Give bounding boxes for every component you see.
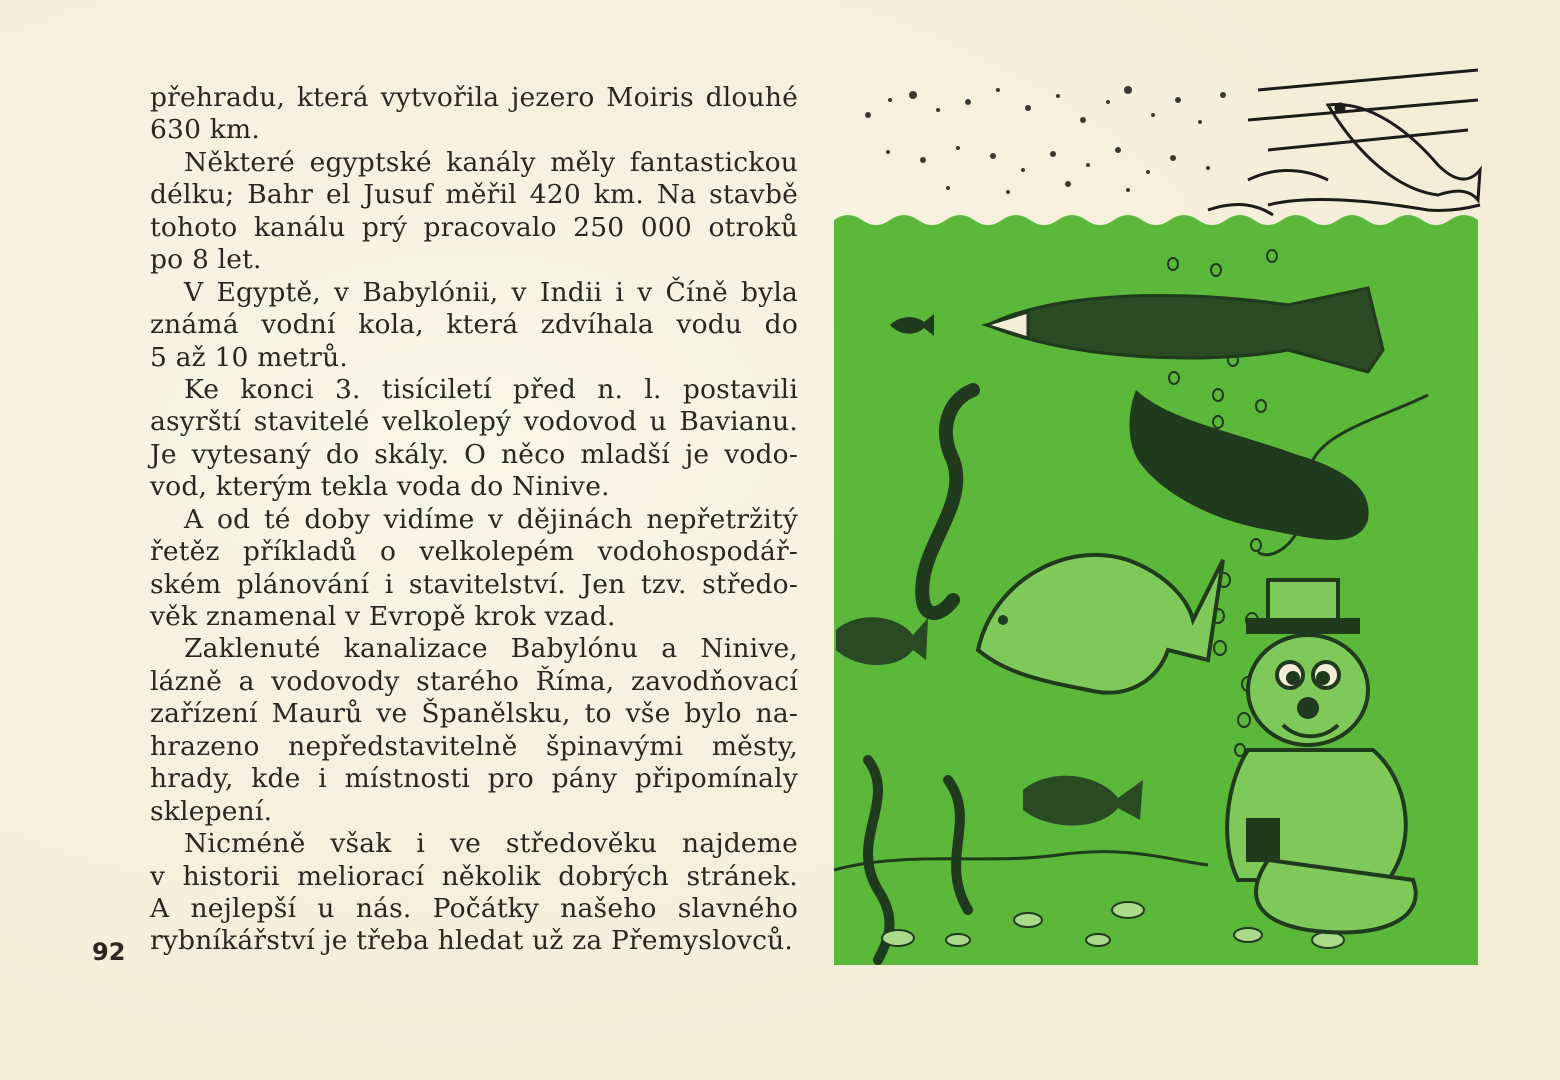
text-line: V Egyptě, v Babylónii, v Indii i v Číně byla (184, 276, 798, 308)
text-line: asyrští stavitelé velkolepý vodovod u Bavianu. (150, 406, 798, 438)
text-line: zařízení Maurů ve Španělsku, to vše bylo na- (150, 698, 798, 730)
text-line: Ke konci 3. tisíciletí před n. l. postavili (184, 373, 798, 405)
text-line: A od té doby vidíme v dějinách nepřetržitý (184, 503, 798, 535)
text-line: lázně a vodovody starého Říma, zavodňovací (150, 665, 798, 697)
text-line: tohoto kanálu prý pracovalo 250 000 otroků (150, 211, 798, 243)
text-line: sklepení. (150, 795, 273, 827)
page-number: 92 (92, 938, 126, 966)
text-line: rybníkářství je třeba hledat už za Přemyslovců. (150, 925, 794, 957)
water-spray (865, 86, 1226, 194)
text-line: přehradu, která vytvořila jezero Moiris dlouhé (150, 82, 798, 113)
text-line: 630 km. (150, 114, 261, 146)
text-line: známá vodní kola, která zdvíhala vodu do (150, 309, 798, 341)
text-line: A nejlepší u nás. Počátky našeho slavného (150, 892, 798, 924)
text-line: ském plánování i stavitelství. Jen tzv. středo- (150, 568, 798, 600)
underwater-illustration (828, 60, 1490, 970)
text-line: Je vytesaný do skály. O něco mladší je vodo- (150, 438, 798, 470)
text-line: po 8 let. (150, 244, 262, 276)
text-line: Zaklenuté kanalizace Babylónu a Ninive, (184, 633, 798, 665)
text-line: Nicméně však i ve středověku najdeme (184, 828, 798, 860)
text-line: vod, kterým tekla voda do Ninive. (150, 471, 610, 503)
text-line: Některé egyptské kanály měly fantastickou (184, 146, 798, 178)
jumping-trout (1208, 70, 1480, 215)
text-line: řetěz příkladů o velkolepém vodohospodář- (150, 536, 798, 568)
text-line: hrazeno nepředstavitelně špinavými městy, (150, 730, 798, 762)
text-line: v historii meliorací několik dobrých stránek. (150, 860, 798, 892)
text-line: hrady, kde i místnosti pro pány připomínaly (150, 763, 798, 795)
text-line: 5 až 10 metrů. (150, 341, 349, 373)
text-line: délku; Bahr el Jusuf měřil 420 km. Na stavbě (150, 179, 798, 211)
body-text (150, 82, 798, 958)
text-line: věk znamenal v Evropě krok vzad. (150, 601, 616, 632)
